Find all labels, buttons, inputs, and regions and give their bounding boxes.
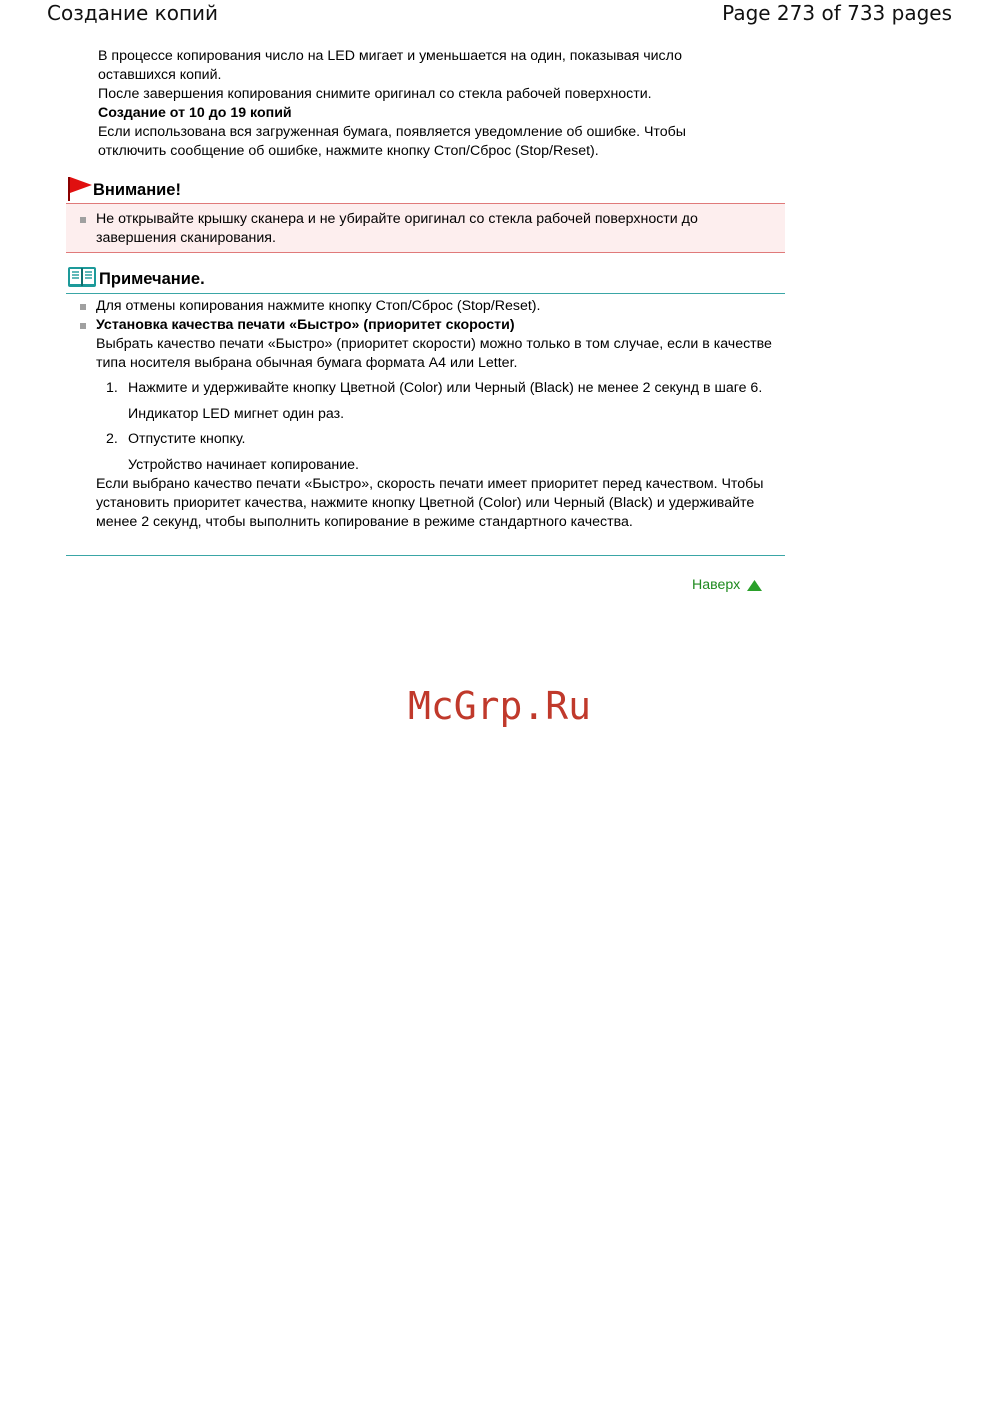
step-result: Индикатор LED мигнет один раз.	[128, 406, 345, 422]
step-item	[96, 379, 785, 424]
book-icon	[67, 266, 97, 293]
intro-paragraph-3: Если использована вся загруженная бумага, появляется уведомление об ошибке. Чтобы отключить сообщение об ошибке, нажмите кнопку Стоп/Сброс (Stop/Reset).	[98, 124, 686, 159]
note-divider	[66, 555, 785, 556]
intro-paragraph-1: В процессе копирования число на LED мигает и уменьшается на один, показывая число оставшихся копий.	[98, 48, 682, 83]
note-item-heading: Установка качества печати «Быстро» (приоритет скорости)	[96, 317, 515, 333]
step-text: Нажмите и удерживайте кнопку Цветной (Color) или Черный (Black) не менее 2 секунд в шаге 6.	[128, 380, 763, 396]
note-header	[66, 265, 785, 294]
note-item-after-text: Если выбрано качество печати «Быстро», скорость печати имеет приоритет перед качеством. Чтобы установить приоритет качества, нажмите кнопку Цветной (Color) или Черный (Black) и удерживайте менее 2 секунд, чтобы выполнить копирование в режиме стандартного качества.	[96, 476, 764, 530]
note-item-fast-quality	[66, 316, 785, 532]
page-header-pages: Page 273 of 733 pages	[722, 1, 952, 25]
watermark: McGrp.Ru	[408, 684, 592, 728]
caution-item: Не открывайте крышку сканера и не убирайте оригинал со стекла рабочей поверхности до завершения сканирования.	[96, 211, 698, 246]
step-number: 2.	[106, 431, 118, 447]
caution-header	[66, 176, 786, 204]
step-number: 1.	[106, 380, 118, 396]
page-header-title: Создание копий	[47, 1, 219, 25]
note-title: Примечание.	[99, 270, 205, 288]
note-body	[66, 297, 785, 532]
caution-title: Внимание!	[93, 181, 181, 199]
back-to-top-link[interactable]: Наверх	[692, 577, 741, 593]
intro-paragraph-2: После завершения копирования снимите оригинал со стекла рабочей поверхности.	[98, 86, 652, 102]
note-item-cancel	[66, 297, 785, 316]
step-item	[96, 430, 785, 475]
caution-box	[66, 203, 785, 253]
note-item-text: Выбрать качество печати «Быстро» (приоритет скорости) можно только в том случае, если в качестве типа носителя выбрана обычная бумага формата A4 или Letter.	[96, 336, 772, 371]
square-bullet-icon	[80, 323, 86, 329]
up-arrow-icon[interactable]	[746, 579, 763, 597]
steps-list	[96, 379, 785, 475]
square-bullet-icon	[80, 304, 86, 310]
square-bullet-icon	[80, 217, 86, 223]
step-result: Устройство начинает копирование.	[128, 457, 359, 473]
note-item-text: Для отмены копирования нажмите кнопку Стоп/Сброс (Stop/Reset).	[96, 298, 541, 314]
intro-subheading: Создание от 10 до 19 копий	[98, 105, 292, 121]
intro-section	[98, 47, 758, 161]
step-text: Отпустите кнопку.	[128, 431, 246, 447]
